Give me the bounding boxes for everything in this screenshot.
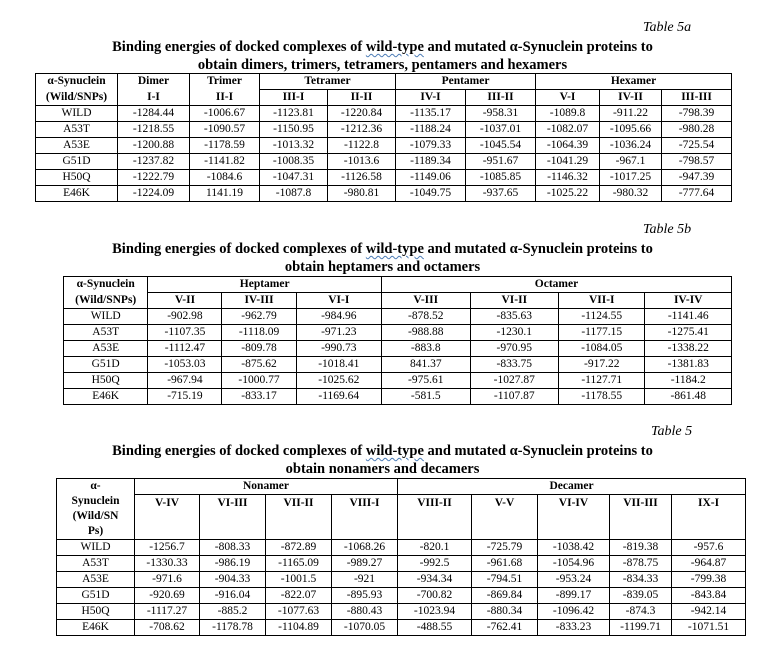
table-cell: -971.23 — [296, 325, 381, 341]
table-row — [36, 186, 732, 202]
row-label: WILD — [57, 540, 135, 556]
table-cell: -1087.8 — [260, 186, 328, 202]
table-cell: -1126.58 — [328, 170, 396, 186]
table-cell: -1049.75 — [396, 186, 466, 202]
table-cell: -957.6 — [672, 540, 746, 556]
row-header-label: α-Synuclein — [64, 277, 148, 293]
table-cell: -937.65 — [466, 186, 536, 202]
table-cell: -1199.71 — [610, 620, 672, 636]
table-cell: -1041.29 — [536, 154, 600, 170]
table-cell: -1200.88 — [118, 138, 190, 154]
table-row — [36, 106, 732, 122]
table-label-5b: Table 5b — [643, 222, 692, 237]
table-cell: -1017.25 — [600, 170, 662, 186]
column-header: IV-III — [222, 293, 296, 309]
table-row — [64, 373, 732, 389]
column-header: VII-III — [610, 495, 672, 540]
table-cell: -1220.84 — [328, 106, 396, 122]
table-cell: -1237.82 — [118, 154, 190, 170]
column-header: V-I — [536, 90, 600, 106]
column-header: III-III — [662, 90, 732, 106]
table-cell: -861.48 — [645, 389, 732, 405]
table-cell: -885.2 — [200, 604, 266, 620]
row-label: H50Q — [57, 604, 135, 620]
table-cell: -794.51 — [472, 572, 538, 588]
table-cell: -839.05 — [610, 588, 672, 604]
table-cell: -833.23 — [538, 620, 610, 636]
table-cell: -1117.27 — [135, 604, 200, 620]
table-cell: -1089.8 — [536, 106, 600, 122]
group-header: Octamer — [382, 277, 732, 293]
table-cell: -1079.33 — [396, 138, 466, 154]
table-cell: -1025.62 — [296, 373, 381, 389]
column-header: VI-I — [296, 293, 381, 309]
table-cell: -1122.8 — [328, 138, 396, 154]
table-cell: -920.69 — [135, 588, 200, 604]
row-header-label: (Wild/SNPs) — [64, 293, 148, 309]
table-cell: -970.95 — [470, 341, 559, 357]
table-cell: -777.64 — [662, 186, 732, 202]
row-label: A53T — [64, 325, 148, 341]
table-cell: -986.19 — [200, 556, 266, 572]
table-cell: -911.22 — [600, 106, 662, 122]
table-cell: -1169.64 — [296, 389, 381, 405]
table-cell: -880.43 — [332, 604, 398, 620]
row-label: A53T — [57, 556, 135, 572]
table-cell: -808.33 — [200, 540, 266, 556]
column-header: IV-II — [600, 90, 662, 106]
table-cell: -1124.55 — [559, 309, 645, 325]
table-cell: -809.78 — [222, 341, 296, 357]
row-header-label: (Wild/SNPs) — [36, 90, 118, 106]
table-cell: -895.93 — [332, 588, 398, 604]
table-cell: -921 — [332, 572, 398, 588]
table-cell: -899.17 — [538, 588, 610, 604]
row-label: G51D — [57, 588, 135, 604]
table-row — [64, 357, 732, 373]
table-cell: -725.79 — [472, 540, 538, 556]
table-cell: -1036.24 — [600, 138, 662, 154]
row-label: A53E — [64, 341, 148, 357]
table-cell: -762.41 — [472, 620, 538, 636]
table-cell: -1135.17 — [396, 106, 466, 122]
table-cell: -1018.41 — [296, 357, 381, 373]
table-cell: -980.32 — [600, 186, 662, 202]
column-header: III-I — [260, 90, 328, 106]
column-header: III-II — [466, 90, 536, 106]
table-cell: -980.28 — [662, 122, 732, 138]
row-label: E46K — [64, 389, 148, 405]
table-label-5a: Table 5a — [643, 20, 692, 35]
group-header: Nonamer — [135, 479, 398, 495]
binding-energy-table-5 — [56, 478, 746, 636]
table-cell: -1096.42 — [538, 604, 610, 620]
table-cell: -1045.54 — [466, 138, 536, 154]
table-cell: -715.19 — [148, 389, 222, 405]
row-label: WILD — [36, 106, 118, 122]
column-header: VIII-I — [332, 495, 398, 540]
table-cell: -967.94 — [148, 373, 222, 389]
column-header: V-IV — [135, 495, 200, 540]
table-cell: -878.75 — [610, 556, 672, 572]
table-cell: -1177.15 — [559, 325, 645, 341]
table-cell: -1230.1 — [470, 325, 559, 341]
table-row — [57, 620, 746, 636]
group-header: Dimer — [118, 74, 190, 90]
table-cell: -1338.22 — [645, 341, 732, 357]
table-cell: -1146.32 — [536, 170, 600, 186]
table-label-5: Table 5 — [651, 424, 693, 439]
column-header: VI-II — [470, 293, 559, 309]
table-cell: -951.67 — [466, 154, 536, 170]
row-label: A53T — [36, 122, 118, 138]
table-cell: -833.17 — [222, 389, 296, 405]
table-cell: -878.52 — [382, 309, 471, 325]
column-header: II-II — [328, 90, 396, 106]
table-cell: -1095.66 — [600, 122, 662, 138]
table-cell: -1107.35 — [148, 325, 222, 341]
table-cell: -947.39 — [662, 170, 732, 186]
column-header: V-II — [148, 293, 222, 309]
table-cell: -980.81 — [328, 186, 396, 202]
table-row — [57, 556, 746, 572]
table-cell: -822.07 — [266, 588, 332, 604]
table-cell: -1381.83 — [645, 357, 732, 373]
table-title-5b: Binding energies of docked complexes of wild-type and mutated α-Synuclein proteins to — [112, 241, 653, 257]
binding-energy-table-5a — [35, 73, 732, 202]
table-cell: -1104.89 — [266, 620, 332, 636]
table-cell: -834.33 — [610, 572, 672, 588]
table-title-5-line2: obtain nonamers and decamers — [285, 461, 480, 477]
table-cell: -1000.77 — [222, 373, 296, 389]
table-cell: -992.5 — [398, 556, 472, 572]
table-cell: -1284.44 — [118, 106, 190, 122]
table-cell: -1008.35 — [260, 154, 328, 170]
table-cell: -1084.05 — [559, 341, 645, 357]
table-cell: -962.79 — [222, 309, 296, 325]
table-cell: -961.68 — [472, 556, 538, 572]
table-cell: -1224.09 — [118, 186, 190, 202]
table-cell: -975.61 — [382, 373, 471, 389]
table-row — [64, 325, 732, 341]
table-row — [57, 540, 746, 556]
table-cell: -1023.94 — [398, 604, 472, 620]
table-cell: -1149.06 — [396, 170, 466, 186]
table-cell: -1212.36 — [328, 122, 396, 138]
table-cell: -1150.95 — [260, 122, 328, 138]
table-cell: -1025.22 — [536, 186, 600, 202]
table-cell: -1218.55 — [118, 122, 190, 138]
table-cell: -833.75 — [470, 357, 559, 373]
table-cell: -917.22 — [559, 357, 645, 373]
table-cell: -1001.5 — [266, 572, 332, 588]
table-title-5: Binding energies of docked complexes of wild-type and mutated α-Synuclein proteins to — [112, 443, 653, 459]
table-row — [36, 138, 732, 154]
table-cell: -934.34 — [398, 572, 472, 588]
table-cell: -1006.67 — [190, 106, 260, 122]
table-cell: -1037.01 — [466, 122, 536, 138]
row-label: H50Q — [64, 373, 148, 389]
column-header: VI-IV — [538, 495, 610, 540]
table-cell: -1071.51 — [672, 620, 746, 636]
table-cell: -1084.6 — [190, 170, 260, 186]
table-cell: -875.62 — [222, 357, 296, 373]
table-cell: -958.31 — [466, 106, 536, 122]
table-cell: -883.8 — [382, 341, 471, 357]
row-label: A53E — [36, 138, 118, 154]
table-cell: -904.33 — [200, 572, 266, 588]
table-row — [64, 309, 732, 325]
table-cell: -1064.39 — [536, 138, 600, 154]
table-title-5b-line2: obtain heptamers and octamers — [284, 259, 481, 275]
table-cell: -1107.87 — [470, 389, 559, 405]
table-title-5a-line2: obtain dimers, trimers, tetramers, pentamers and hexamers — [197, 57, 568, 73]
table-cell: -964.87 — [672, 556, 746, 572]
table-row — [57, 572, 746, 588]
table-cell: -1188.24 — [396, 122, 466, 138]
table-cell: -1038.42 — [538, 540, 610, 556]
table-cell: -1053.03 — [148, 357, 222, 373]
column-header: IV-IV — [645, 293, 732, 309]
table-cell: -902.98 — [148, 309, 222, 325]
column-header: V-V — [472, 495, 538, 540]
table-cell: -990.73 — [296, 341, 381, 357]
table-cell: -1013.32 — [260, 138, 328, 154]
table-cell: -1178.55 — [559, 389, 645, 405]
table-cell: -843.84 — [672, 588, 746, 604]
row-label: H50Q — [36, 170, 118, 186]
table-row — [36, 154, 732, 170]
table-cell: -1047.31 — [260, 170, 328, 186]
row-label: G51D — [64, 357, 148, 373]
table-cell: -1141.46 — [645, 309, 732, 325]
table-cell: -1222.79 — [118, 170, 190, 186]
column-header: IX-I — [672, 495, 746, 540]
table-row — [57, 604, 746, 620]
table-cell: -1082.07 — [536, 122, 600, 138]
row-label: E46K — [36, 186, 118, 202]
table-cell: -1054.96 — [538, 556, 610, 572]
row-label: WILD — [64, 309, 148, 325]
table-row — [36, 122, 732, 138]
table-cell: -942.14 — [672, 604, 746, 620]
column-header: VI-III — [200, 495, 266, 540]
table-row — [64, 389, 732, 405]
row-header-label: α-Synuclein — [36, 74, 118, 90]
table-cell: -1070.05 — [332, 620, 398, 636]
row-header-label: α- Synuclein (Wild/SN Ps) — [57, 479, 135, 540]
table-cell: -1256.7 — [135, 540, 200, 556]
table-cell: -1123.81 — [260, 106, 328, 122]
table-cell: -1189.34 — [396, 154, 466, 170]
table-cell: -1077.63 — [266, 604, 332, 620]
table-cell: -953.24 — [538, 572, 610, 588]
table-cell: -967.1 — [600, 154, 662, 170]
table-cell: -700.82 — [398, 588, 472, 604]
table-cell: -798.57 — [662, 154, 732, 170]
table-cell: -1275.41 — [645, 325, 732, 341]
table-cell: -835.63 — [470, 309, 559, 325]
table-cell: -488.55 — [398, 620, 472, 636]
table-title-5a: Binding energies of docked complexes of wild-type and mutated α-Synuclein proteins to — [112, 39, 653, 55]
table-row — [36, 170, 732, 186]
table-cell: -819.38 — [610, 540, 672, 556]
column-header: IV-I — [396, 90, 466, 106]
group-header: Trimer — [190, 74, 260, 90]
table-cell: -880.34 — [472, 604, 538, 620]
column-header: VII-I — [559, 293, 645, 309]
table-cell: -1013.6 — [328, 154, 396, 170]
table-row — [57, 588, 746, 604]
table-cell: -1141.82 — [190, 154, 260, 170]
table-cell: -1330.33 — [135, 556, 200, 572]
table-row — [64, 341, 732, 357]
group-header: Decamer — [398, 479, 746, 495]
table-cell: -872.89 — [266, 540, 332, 556]
table-cell: 841.37 — [382, 357, 471, 373]
table-cell: -708.62 — [135, 620, 200, 636]
group-header: Hexamer — [536, 74, 732, 90]
binding-energy-table-5b — [63, 276, 732, 405]
table-cell: -988.88 — [382, 325, 471, 341]
row-label: G51D — [36, 154, 118, 170]
table-cell: -1184.2 — [645, 373, 732, 389]
table-cell: -874.3 — [610, 604, 672, 620]
table-cell: -984.96 — [296, 309, 381, 325]
table-cell: -1178.78 — [200, 620, 266, 636]
table-cell: -1085.85 — [466, 170, 536, 186]
table-cell: -1178.59 — [190, 138, 260, 154]
table-cell: -799.38 — [672, 572, 746, 588]
table-cell: -1127.71 — [559, 373, 645, 389]
group-header: Pentamer — [396, 74, 536, 90]
column-header: I-I — [118, 90, 190, 106]
column-header: V-III — [382, 293, 471, 309]
table-cell: -1068.26 — [332, 540, 398, 556]
table-cell: -581.5 — [382, 389, 471, 405]
table-cell: -725.54 — [662, 138, 732, 154]
column-header: VII-II — [266, 495, 332, 540]
table-cell: -989.27 — [332, 556, 398, 572]
row-label: A53E — [57, 572, 135, 588]
table-cell: -1112.47 — [148, 341, 222, 357]
table-cell: -869.84 — [472, 588, 538, 604]
table-cell: -798.39 — [662, 106, 732, 122]
table-cell: -916.04 — [200, 588, 266, 604]
table-cell: 1141.19 — [190, 186, 260, 202]
group-header: Heptamer — [148, 277, 382, 293]
table-cell: -971.6 — [135, 572, 200, 588]
table-cell: -820.1 — [398, 540, 472, 556]
column-header: VIII-II — [398, 495, 472, 540]
table-cell: -1118.09 — [222, 325, 296, 341]
row-label: E46K — [57, 620, 135, 636]
table-cell: -1027.87 — [470, 373, 559, 389]
table-cell: -1165.09 — [266, 556, 332, 572]
group-header: Tetramer — [260, 74, 396, 90]
column-header: II-I — [190, 90, 260, 106]
table-cell: -1090.57 — [190, 122, 260, 138]
